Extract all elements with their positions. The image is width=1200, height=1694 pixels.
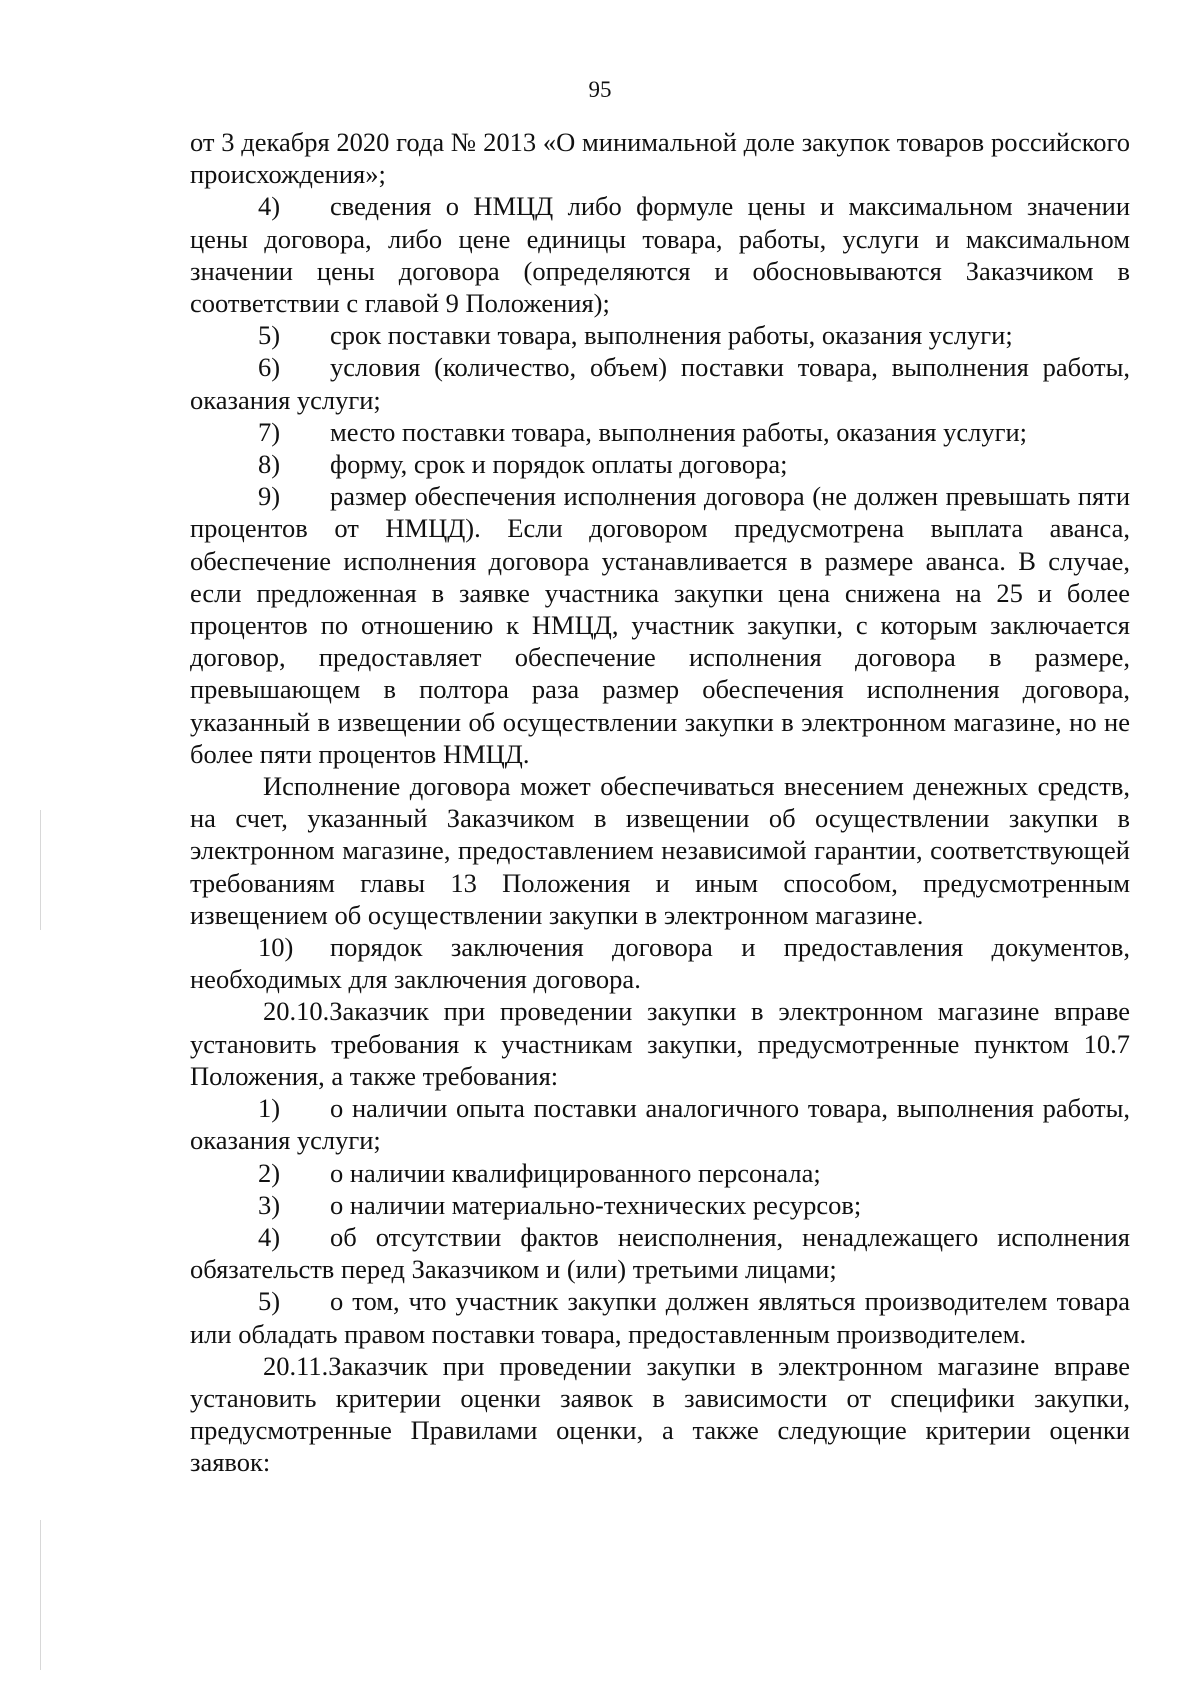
list-item [190, 1189, 1130, 1221]
list-item-text: размер обеспечения исполнения договора (не должен превышать пяти процентов от НМЦД). Если договором предусмотрена выплата аванса, обеспечение исполнения договора устанавливается в размере аванса. В случае, если предложенная в заявке участника закупки цена снижена на 25 и более процентов по отношению к НМЦД, участник закупки, с которым заключается договор, предоставляет обеспечение исполнения договора в размере, превышающем в полтора раза размер обеспечения исполнения договора, указанный в извещении об осуществлении закупки в электронном магазине, но не более пяти процентов НМЦД. [190, 481, 1130, 769]
list-item [190, 190, 1130, 319]
list-item-number: 3) [258, 1189, 281, 1220]
list-item-number: 4) [258, 1221, 281, 1252]
list-item [190, 351, 1130, 415]
list-item-text: о наличии опыта поставки аналогичного товара, выполнения работы, оказания услуги; [190, 1093, 1130, 1156]
section-paragraph: 20.10.Заказчик при проведении закупки в электронном магазине вправе установить требования к участникам закупки, предусмотренные пунктом 10.7 Положения, а также требования: [190, 996, 1130, 1091]
list-item [190, 1285, 1130, 1349]
list-item [190, 480, 1130, 770]
list-item-text: сведения о НМЦД либо формуле цены и максимальном значении цены договора, либо цене единицы товара, работы, услуги и максимальном значении цены договора (определяются и обосновываются Заказчиком в соответствии с главой 9 Положения); [190, 191, 1130, 319]
list-item-number: 1) [258, 1093, 281, 1124]
list-item-number: 9) [258, 481, 281, 512]
list-item-number: 4) [258, 191, 281, 222]
list-item [190, 448, 1130, 480]
margin-line [40, 810, 41, 930]
list-item-text: условия (количество, объем) поставки товара, выполнения работы, оказания услуги; [190, 352, 1130, 415]
list-item-text: о наличии квалифицированного персонала; [330, 1157, 821, 1188]
list-item [190, 416, 1130, 448]
list-item [190, 319, 1130, 351]
list-item-number: 2) [258, 1157, 281, 1188]
paragraph-continuation: от 3 декабря 2020 года № 2013 «О минимальной доле закупок товаров российского происхождения»; [190, 127, 1130, 190]
list-item-text: об отсутствии фактов неисполнения, ненадлежащего исполнения обязательств перед Заказчиком и (или) третьими лицами; [190, 1221, 1130, 1285]
margin-line [40, 1520, 41, 1670]
list-item-text: порядок заключения договора и предоставления документов, необходимых для заключения договора. [190, 932, 1130, 995]
list-item [190, 1221, 1130, 1285]
list-item-text: срок поставки товара, выполнения работы, оказания услуги; [330, 320, 1013, 351]
list-item-number: 10) [258, 932, 294, 963]
list-item [190, 931, 1130, 995]
list-item-number: 8) [258, 449, 281, 480]
list-item-text: о наличии материально-технических ресурсов; [330, 1189, 862, 1220]
list-item-number: 6) [258, 352, 281, 383]
page-number: 95 [588, 77, 612, 102]
list-item-text: о том, что участник закупки должен являться производителем товара или обладать правом поставки товара, предоставленным производителем. [190, 1286, 1130, 1349]
list-item-text: место поставки товара, выполнения работы, оказания услуги; [330, 416, 1028, 447]
paragraph: Исполнение договора может обеспечиваться внесением денежных средств, на счет, указанный Заказчиком в извещении об осуществлении закупки в электронном магазине, предоставлением независимой гарантии, соответствующей требованиям главы 13 Положения и иным способом, предусмотренным извещением об осуществлении закупки в электронном магазине. [190, 771, 1130, 930]
section-paragraph: 20.11.Заказчик при проведении закупки в электронном магазине вправе установить критерии оценки заявок в зависимости от специфики закупки, предусмотренные Правилами оценки, а также следующие критерии оценки заявок: [190, 1350, 1130, 1478]
list-item-text: форму, срок и порядок оплаты договора; [330, 449, 788, 480]
list-item [190, 1092, 1130, 1156]
list-item-number: 7) [258, 416, 281, 447]
list-item-number: 5) [258, 320, 281, 351]
document-body [190, 126, 1130, 1479]
list-item-number: 5) [258, 1286, 281, 1317]
list-item [190, 1157, 1130, 1189]
